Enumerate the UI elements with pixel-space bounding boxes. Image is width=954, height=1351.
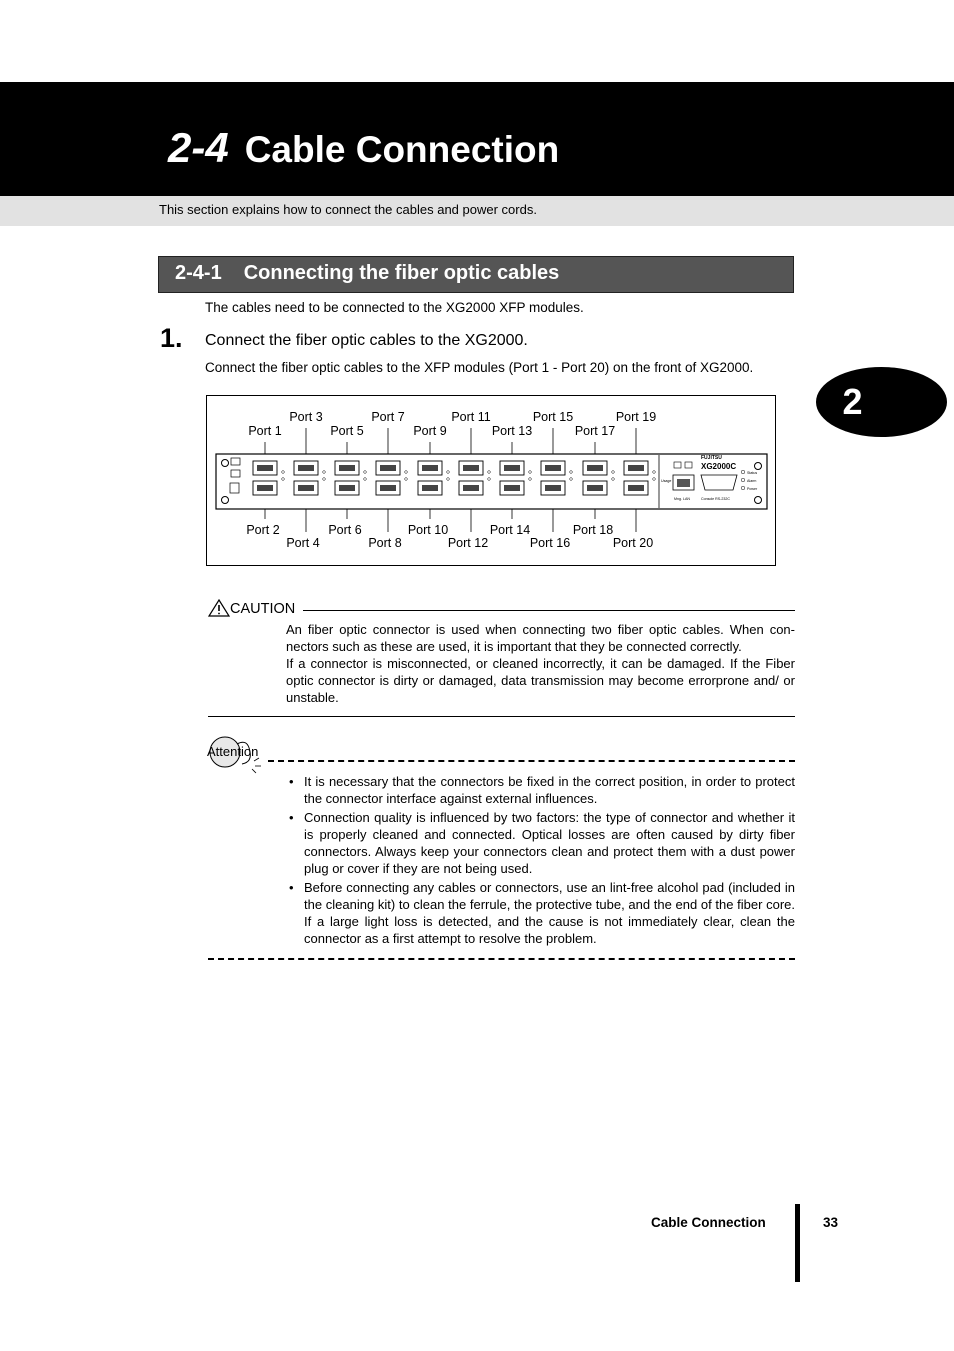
power-led-label: Power xyxy=(747,487,758,491)
chapter-number: 2-4 xyxy=(168,124,229,171)
port-led xyxy=(529,478,532,481)
port-led xyxy=(282,471,285,474)
port-label: Port 13 xyxy=(491,424,533,438)
section-intro: The cables need to be connected to the XG2000 XFP modules. xyxy=(205,300,584,315)
port-led xyxy=(612,471,615,474)
port-led xyxy=(488,471,491,474)
step-title: Connect the fiber optic cables to the XG2000. xyxy=(205,332,528,349)
port-label: Port 12 xyxy=(447,536,489,550)
attention-top-rule xyxy=(268,760,795,762)
xfp-port-slot[interactable] xyxy=(294,461,318,475)
port-led xyxy=(405,471,408,474)
panel-screw-icon xyxy=(222,460,229,467)
xfp-port-slot[interactable] xyxy=(459,481,483,495)
xfp-port-slot[interactable] xyxy=(418,461,442,475)
xfp-port-slot[interactable] xyxy=(583,461,607,475)
caution-paragraph: If a connector is misconnected, or cleaned incorrectly, it can be damaged. If the Fiber optic connector is dirty or damaged, data transmission may become errorprone and/ or unstable. xyxy=(286,656,795,705)
caution-paragraph: An fiber optic connector is used when connecting two fiber optic cables. When con-nectors such as these are used, it is important that they be connected correctly. xyxy=(286,622,795,654)
warning-triangle-icon xyxy=(208,599,230,617)
xfp-port-slot[interactable] xyxy=(541,481,565,495)
section-heading xyxy=(158,256,794,293)
port-led xyxy=(653,471,656,474)
attention-label: Attention xyxy=(207,744,259,759)
port-led xyxy=(405,478,408,481)
port-label: Port 11 xyxy=(451,410,491,424)
footer-divider xyxy=(795,1204,800,1282)
chapter-tab-number: 2 xyxy=(842,381,863,422)
port-led xyxy=(282,478,285,481)
port-label: Port 20 xyxy=(612,536,654,550)
port-label: Port 1 xyxy=(248,424,282,438)
panel-screw-icon xyxy=(755,497,762,504)
port-led xyxy=(323,471,326,474)
step-description: Connect the fiber optic cables to the XFP modules (Port 1 - Port 20) on the front of XG2000. xyxy=(205,360,754,375)
port-led xyxy=(323,478,326,481)
port-label: Port 19 xyxy=(615,410,657,424)
chapter-intro: This section explains how to connect the cables and power cords. xyxy=(159,202,537,217)
port-label: Port 16 xyxy=(529,536,571,550)
device-model: XG2000C xyxy=(701,462,737,471)
xfp-port-slot[interactable] xyxy=(335,481,359,495)
xfp-port-slot[interactable] xyxy=(500,461,524,475)
port-label: Port 5 xyxy=(330,424,364,438)
port-led xyxy=(529,471,532,474)
section-title: Connecting the fiber optic cables xyxy=(243,262,560,284)
port-led xyxy=(447,471,450,474)
port-label: Port 14 xyxy=(489,523,531,537)
port-led xyxy=(612,478,615,481)
xfp-port-slot[interactable] xyxy=(418,481,442,495)
xfp-port-slot[interactable] xyxy=(376,461,400,475)
port-led xyxy=(488,478,491,481)
port-diagram xyxy=(206,395,776,566)
port-led xyxy=(364,478,367,481)
page-number: 33 xyxy=(823,1215,839,1230)
attention-item: • Before connecting any cables or connectors, use an lint-free alcohol pad (included in the cleaning kit) to clean the ferrule, the protective tube, and the end of the fiber core. If a large light loss is detected, and the cause is not immediately clear, clean the connector as a first attempt to resolve the problem. xyxy=(289,880,795,946)
caution-label xyxy=(208,599,295,617)
footer-title: Cable Connection xyxy=(651,1215,766,1230)
chapter-title-text: Cable Connection xyxy=(244,129,560,170)
caution-top-rule xyxy=(303,610,795,611)
port-label: Port 17 xyxy=(574,424,616,438)
xfp-port-slot[interactable] xyxy=(500,481,524,495)
attention-item: • Connection quality is influenced by two factors: the type of connector and whether it is properly cleaned and connected. Optical losses are often caused by dirty fiber connectors. Always keep your connectors clean and protect them with a dust power plug or cover if they are not being used. xyxy=(289,810,795,876)
port-label: Port 15 xyxy=(532,410,574,424)
port-label: Port 8 xyxy=(368,536,402,550)
port-led xyxy=(447,478,450,481)
chapter-title xyxy=(168,124,559,172)
port-led xyxy=(364,471,367,474)
xfp-port-slot[interactable] xyxy=(253,481,277,495)
xfp-port-slot[interactable] xyxy=(583,481,607,495)
xfp-port-slot[interactable] xyxy=(541,461,565,475)
xfp-port-slot[interactable] xyxy=(624,461,648,475)
port-label: Port 9 xyxy=(413,424,447,438)
alarm-led-label: Alarm xyxy=(747,479,757,483)
xfp-port-slot[interactable] xyxy=(624,481,648,495)
xfp-port-slot[interactable] xyxy=(459,461,483,475)
usage-label: Usage xyxy=(661,479,672,483)
port-led xyxy=(570,471,573,474)
caution-label-text: CAUTION xyxy=(230,601,296,617)
xfp-port-slot[interactable] xyxy=(294,481,318,495)
chapter-tab xyxy=(816,367,947,437)
panel-screw-icon xyxy=(755,463,762,470)
attention-list xyxy=(286,773,795,949)
status-led-label: Status xyxy=(747,471,758,475)
attention-item: • It is necessary that the connectors be fixed in the correct position, in order to protect the connector interface against external influences. xyxy=(289,774,795,806)
caution-bottom-rule xyxy=(208,716,795,717)
section-number: 2-4-1 xyxy=(175,262,222,284)
console-port xyxy=(701,475,737,490)
port-led xyxy=(570,478,573,481)
port-label: Port 7 xyxy=(371,410,405,424)
panel-screw-icon xyxy=(222,497,229,504)
mng-lan-label: Mng. LAN xyxy=(674,497,690,501)
caution-body xyxy=(286,621,795,706)
port-label: Port 4 xyxy=(286,536,320,550)
port-led xyxy=(653,478,656,481)
port-label: Port 18 xyxy=(572,523,614,537)
port-label: Port 10 xyxy=(407,523,449,537)
port-label: Port 3 xyxy=(289,410,323,424)
xfp-port-slot[interactable] xyxy=(376,481,400,495)
xfp-port-slot[interactable] xyxy=(335,461,359,475)
xfp-port-slot[interactable] xyxy=(253,461,277,475)
console-label: Console RS-232C xyxy=(701,497,730,501)
port-label: Port 2 xyxy=(246,523,280,537)
port-label: Port 6 xyxy=(328,523,362,537)
attention-bottom-rule xyxy=(208,958,795,960)
step-number: 1. xyxy=(160,323,183,353)
device-brand: FUJITSU xyxy=(701,455,722,461)
